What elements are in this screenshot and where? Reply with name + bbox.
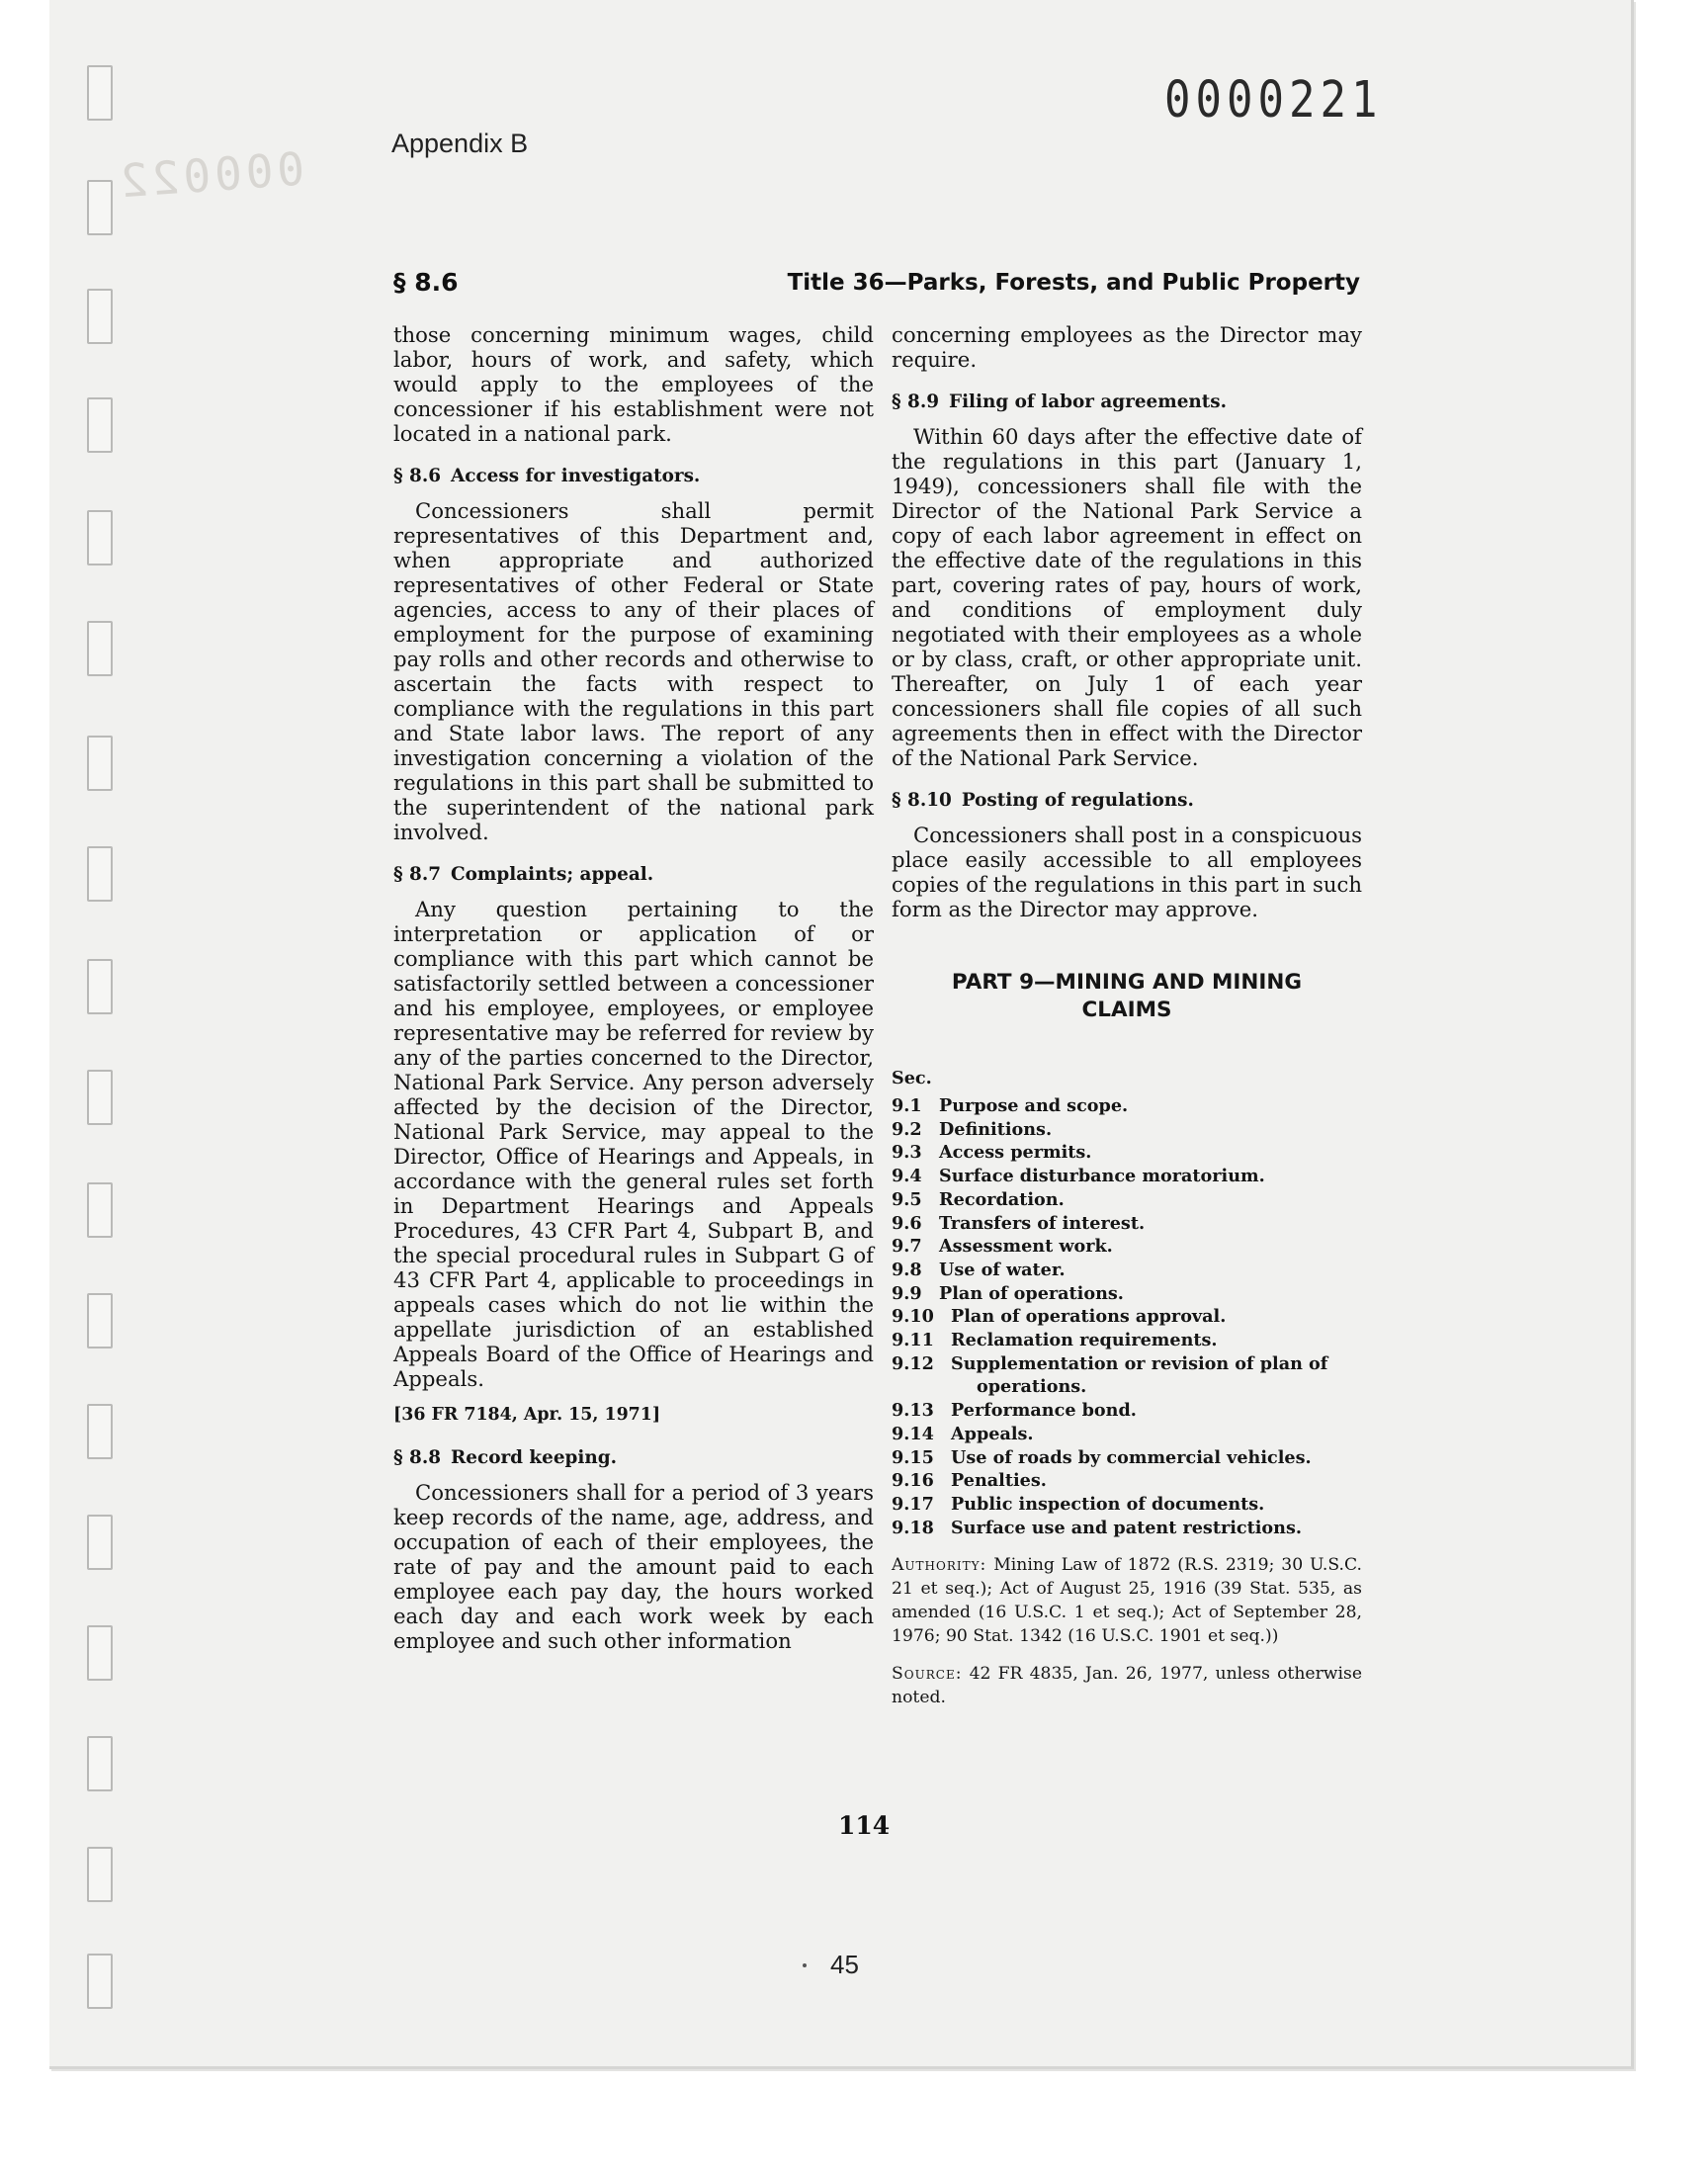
binder-hole [87,180,113,235]
toc-item [892,1188,1362,1212]
source-note [892,1662,1362,1709]
section-body-8-7: Any question pertaining to the interpretation or application of or compliance with this part which cannot be satisfactorily settled between a concessioner and his employee, employees, or employee representative may be referred for review by any of the parties concerned to the Director, National Park Service. Any person adversely affected by the decision of the Director, National Park Service, may appeal to the Director, Office of Hearings and Appeals, in accordance with the general rules set forth in Department Hearings and Appeals Procedures, 43 CFR Part 4, Subpart B, and the special procedural rules in Subpart G of 43 CFR Part 4, applicable to proceedings in appeals cases which do not lie within the appellate jurisdiction of an established Appeals Board of the Office of Hearings and Appeals. [393,897,874,1391]
toc-item-number: 9.15 [892,1446,934,1468]
section-heading-8-7 [393,862,874,887]
toc-item-number: 9.11 [892,1330,934,1351]
toc-item-number [892,1375,939,1399]
toc-item [892,1165,1362,1188]
toc-item-label: Definitions. [939,1118,1053,1140]
toc-item [892,1329,1362,1352]
toc-item-label: Purpose and scope. [939,1095,1129,1116]
appendix-label: Appendix B [391,129,529,158]
toc-item-label: Surface use and patent restrictions. [951,1517,1302,1538]
toc-item-label: Penalties. [951,1470,1047,1492]
section-title: Record keeping. [451,1447,618,1468]
toc-item-label: Surface disturbance moratorium. [939,1166,1265,1187]
toc-item [892,1235,1362,1259]
ink-dot [803,1963,807,1967]
toc-item-label: Appeals. [951,1423,1034,1444]
authority-label: Authority: [892,1555,987,1576]
toc-item [892,1375,1362,1399]
section-heading-8-6 [393,464,874,488]
toc-item [892,1399,1362,1423]
toc-item-number: 9.16 [892,1470,934,1492]
toc-item-number: 9.7 [892,1236,922,1258]
toc-item-number: 9.14 [892,1423,934,1444]
bates-stamp-number: 0000221 [1164,71,1383,130]
toc-item-label: operations. [977,1376,1087,1398]
source-label: Source: [892,1664,963,1685]
source-text: 42 FR 4835, Jan. 26, 1977, unless otherwise noted. [892,1664,1362,1708]
binder-hole [87,289,113,344]
toc-item-number: 9.1 [892,1095,922,1116]
table-of-contents [892,1094,1362,1539]
toc-item-label: Plan of operations. [939,1282,1124,1304]
binder-hole [87,1404,113,1459]
binder-hole [87,1954,113,2009]
section-body-8-8: Concessioners shall for a period of 3 years keep records of the name, age, address, and occupation of each of their employees, the rate of pay and the amount paid to each employee each pay day, the hours worked each day and each work week by each employee and such other information [393,1480,874,1653]
binder-hole [87,1070,113,1125]
toc-item-number: 9.4 [892,1166,922,1187]
section-body-8-9: Within 60 days after the effective date of the regulations in this part (January 1, 1949), concessioners shall file with the Director of the National Park Service a copy of each labor agreement in effect on the effective date of the regulations in this part, covering rates of pay, hours of work, and conditions of employment duly negotiated with their employees as a whole or by class, craft, or other appropriate unit. Thereafter, on July 1 of each year concessioners shall file copies of all such agreements then in effect with the Director of the National Park Service. [892,424,1362,770]
toc-item [892,1259,1362,1282]
binder-hole [87,65,113,121]
continuation-text: concerning employees as the Director may require. [892,322,1362,372]
toc-item [892,1305,1362,1329]
toc-heading: Sec. [892,1068,932,1088]
part-title [892,969,1362,1024]
toc-item [892,1446,1362,1470]
binder-hole [87,397,113,453]
running-head-title: Title 36—Parks, Forests, and Public Property [787,270,1360,296]
binder-hole [87,1847,113,1902]
toc-item [892,1282,1362,1306]
page-number: 114 [838,1811,891,1840]
toc-item-number: 9.2 [892,1118,922,1140]
folio-number: 45 [830,1950,859,1979]
bleed-through-stamp: 000022 [115,141,306,209]
toc-item-label: Recordation. [939,1188,1065,1210]
toc-item-label: Assessment work. [939,1236,1113,1258]
binder-hole [87,1515,113,1570]
section-title: Posting of regulations. [961,790,1194,811]
toc-item [892,1423,1362,1446]
toc-item [892,1493,1362,1517]
binder-hole [87,959,113,1014]
section-number: § 8.10 [892,790,952,811]
part-title-line: PART 9—MINING AND MINING [951,970,1303,995]
section-number: § 8.7 [393,864,442,885]
toc-item-number: 9.17 [892,1493,934,1515]
toc-item-label: Use of roads by commercial vehicles. [951,1446,1312,1468]
section-title: Complaints; appeal. [451,864,654,885]
section-title: Filing of labor agreements. [949,392,1228,412]
section-number: § 8.8 [393,1447,442,1468]
section-heading-8-10 [892,788,1362,813]
section-body-8-10: Concessioners shall post in a conspicuous place easily accessible to all employees copies of the regulations in this part in such form as the Director may approve. [892,823,1362,921]
toc-item-label: Performance bond. [951,1400,1137,1422]
authority-note [892,1553,1362,1648]
left-column [393,322,874,1653]
toc-item [892,1094,1362,1118]
binder-hole [87,846,113,902]
section-title: Access for investigators. [451,466,701,486]
toc-item [892,1212,1362,1236]
binder-hole [87,1182,113,1238]
toc-item-label: Reclamation requirements. [951,1330,1218,1351]
toc-item-label: Transfers of interest. [939,1212,1146,1234]
binder-hole [87,1293,113,1348]
binder-hole [87,1736,113,1791]
continuation-text: those concerning minimum wages, child labor, hours of work, and safety, which would apply to the employees of the concessioner if his establishment were not located in a national park. [393,322,874,446]
toc-item-number: 9.3 [892,1142,922,1164]
toc-item-label: Plan of operations approval. [951,1306,1227,1328]
toc-item-label: Use of water. [939,1259,1066,1280]
toc-item-number: 9.8 [892,1259,922,1280]
authority-text: Mining Law of 1872 (R.S. 2319; 30 U.S.C. 21 et seq.); Act of August 25, 1916 (39 Stat. 535, as amended (16 U.S.C. 1 et seq.); Act of September 28, 1976; 90 Stat. 1342 (16 U.S.C. 1901 et seq.)) [892,1555,1362,1647]
toc-item-label: Access permits. [939,1142,1092,1164]
section-heading-8-8 [393,1445,874,1470]
binder-hole [87,510,113,566]
binder-hole [87,1625,113,1681]
running-head-section: § 8.6 [393,268,459,297]
toc-item-label: Public inspection of documents. [951,1493,1265,1515]
toc-item-number: 9.10 [892,1306,934,1328]
toc-item [892,1118,1362,1142]
toc-item-number: 9.9 [892,1282,922,1304]
toc-item [892,1517,1362,1540]
toc-item-number: 9.5 [892,1188,922,1210]
binder-hole [87,621,113,676]
toc-item [892,1352,1362,1376]
binder-hole [87,736,113,791]
toc-item-number: 9.18 [892,1517,934,1538]
citation: [36 FR 7184, Apr. 15, 1971] [393,1405,661,1425]
toc-item-number: 9.13 [892,1400,934,1422]
toc-item-label: Supplementation or revision of plan of [951,1352,1328,1374]
toc-item-number: 9.6 [892,1212,922,1234]
section-body-8-6: Concessioners shall permit representatives of this Department and, when appropriate and authorized representatives of other Federal or State agencies, access to any of their places of employment for the purpose of examining pay rolls and other records and otherwise to ascertain the facts with respect to compliance with the regulations in this part and State labor laws. The report of any investigation concerning a violation of the regulations in this part shall be submitted to the superintendent of the national park involved. [393,498,874,844]
part-title-line: CLAIMS [1081,998,1172,1022]
toc-item-number: 9.12 [892,1352,934,1374]
right-column [892,322,1362,1709]
toc-item [892,1141,1362,1165]
section-number: § 8.6 [393,466,442,486]
section-heading-8-9 [892,390,1362,414]
section-number: § 8.9 [892,392,940,412]
toc-item [892,1469,1362,1493]
